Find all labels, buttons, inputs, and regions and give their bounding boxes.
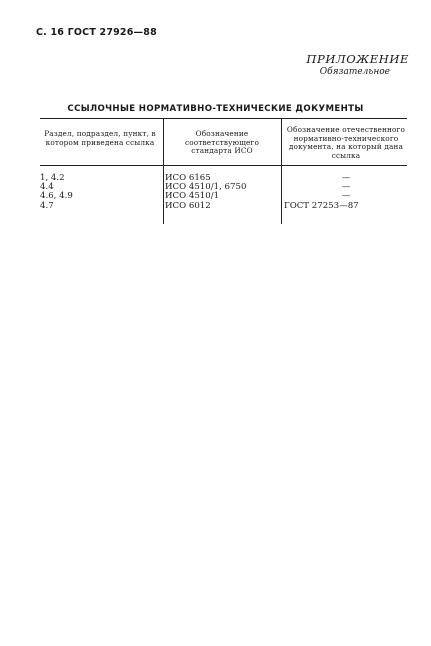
page-header: С. 16 ГОСТ 27926—88: [36, 27, 157, 38]
row-national-cell: —: [341, 182, 351, 192]
row-iso-cell: ИСО 4510/1: [165, 191, 220, 201]
row-iso-cell: ИСО 6165: [165, 173, 211, 183]
column-header-section: Раздел, подраздел, пункт, в котором приведена ссылка: [44, 129, 156, 147]
column-divider-2: [281, 118, 282, 224]
row-section-cell: 4.7: [40, 201, 54, 211]
row-national-cell: ГОСТ 27253—87: [284, 201, 359, 211]
table-header-rule: [40, 165, 407, 166]
appendix-title: ПРИЛОЖЕНИЕ: [306, 52, 409, 66]
column-header-national: Обозначение отечественного нормативно-технического документа, на который дана ссылка: [286, 125, 406, 160]
row-national-cell: —: [341, 191, 351, 201]
row-iso-cell: ИСО 4510/1, 6750: [165, 182, 247, 192]
table-top-rule: [40, 118, 407, 119]
column-divider-1: [163, 118, 164, 224]
row-section-cell: 4.6, 4.9: [40, 191, 73, 201]
row-section-cell: 4.4: [40, 182, 54, 192]
row-national-cell: —: [341, 173, 351, 183]
appendix-subtitle: Обязательное: [319, 67, 390, 77]
row-iso-cell: ИСО 6012: [165, 201, 211, 211]
column-header-iso: Обозначение соответствующего стандарта ИСО: [185, 129, 259, 156]
document-title: ССЫЛОЧНЫЕ НОРМАТИВНО-ТЕХНИЧЕСКИЕ ДОКУМЕНТЫ: [67, 104, 364, 114]
row-section-cell: 1, 4.2: [40, 173, 65, 183]
